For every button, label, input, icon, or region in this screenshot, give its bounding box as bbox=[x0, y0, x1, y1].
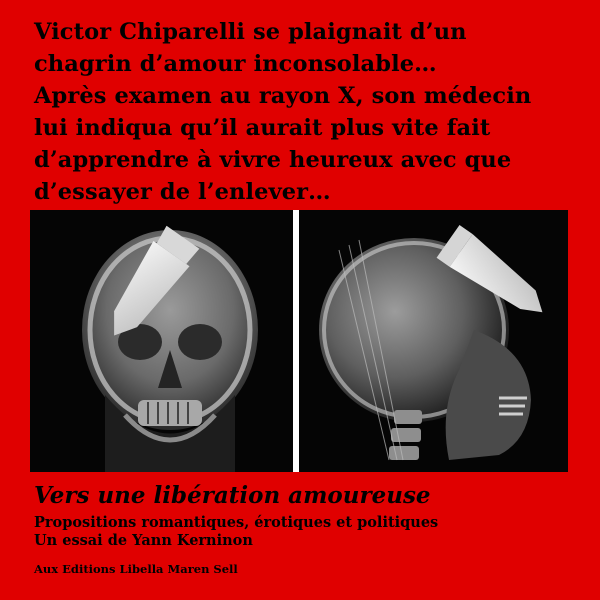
publisher-text: Aux Editions Libella Maren Sell bbox=[34, 562, 238, 576]
frontal-skull-xray-image bbox=[30, 210, 293, 472]
intro-line: Victor Chiparelli se plaignait d’un bbox=[34, 19, 467, 45]
intro-line: lui indiqua qu’il aurait plus vite fait bbox=[34, 115, 491, 141]
xray-images bbox=[30, 210, 568, 472]
book-author: Un essai de Yann Kerninon bbox=[34, 532, 253, 549]
lateral-skull-xray-image bbox=[299, 210, 568, 472]
intro-line: chagrin d’amour inconsolable… bbox=[34, 51, 437, 77]
intro-text bbox=[34, 16, 594, 208]
book-title: Vers une libération amoureuse bbox=[34, 482, 431, 509]
intro-line: Après examen au rayon X, son médecin bbox=[34, 83, 532, 109]
book-subtitle: Propositions romantiques, érotiques et politiques bbox=[34, 514, 439, 531]
intro-line: d’essayer de l’enlever… bbox=[34, 179, 331, 205]
intro-line: d’apprendre à vivre heureux avec que bbox=[34, 147, 512, 173]
